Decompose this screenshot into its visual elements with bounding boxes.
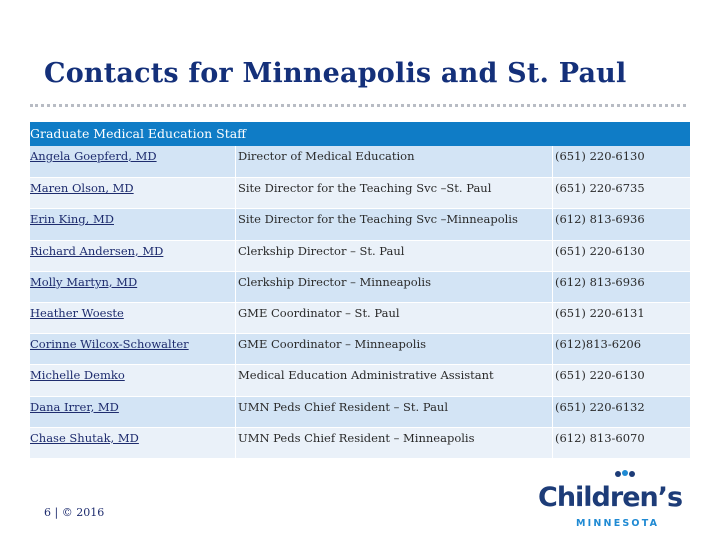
contact-phone: (651) 220-6130 — [552, 241, 690, 271]
table-row — [30, 208, 690, 239]
table-row — [30, 333, 690, 364]
contact-name[interactable]: Richard Andersen, MD — [30, 243, 164, 258]
childrens-minnesota-logo — [538, 482, 688, 532]
contact-phone: (612) 813-6936 — [552, 209, 690, 239]
contact-role: Director of Medical Education — [235, 146, 552, 177]
page-title: Contacts for Minneapolis and St. Paul — [44, 58, 627, 89]
contact-phone: (612) 813-6936 — [552, 272, 690, 302]
table-row — [30, 146, 690, 177]
contact-name[interactable]: Corinne Wilcox-Schowalter — [30, 337, 189, 352]
contact-role: UMN Peds Chief Resident – Minneapolis — [235, 428, 552, 458]
contact-name[interactable]: Angela Goepferd, MD — [30, 149, 157, 163]
contact-phone: (651) 220-6130 — [552, 365, 690, 395]
contact-role: Clerkship Director – St. Paul — [235, 241, 552, 271]
contact-name[interactable]: Erin King, MD — [30, 212, 114, 227]
table-row — [30, 427, 690, 458]
slide-footer: 6 | © 2016 — [44, 506, 105, 519]
contact-phone: (612) 813-6070 — [552, 428, 690, 458]
table-row — [30, 302, 690, 333]
contact-name[interactable]: Molly Martyn, MD — [30, 274, 138, 289]
contact-name[interactable]: Michelle Demko — [30, 368, 125, 383]
contact-role: GME Coordinator – St. Paul — [235, 303, 552, 333]
contact-name[interactable]: Maren Olson, MD — [30, 181, 134, 196]
contact-role: Medical Education Administrative Assistant — [235, 365, 552, 395]
table-row — [30, 240, 690, 271]
contact-phone: (651) 220-6131 — [552, 303, 690, 333]
contact-role: Clerkship Director – Minneapolis — [235, 272, 552, 302]
contact-name[interactable]: Dana Irrer, MD — [30, 399, 119, 414]
contact-role: UMN Peds Chief Resident – St. Paul — [235, 397, 552, 427]
contact-phone: (651) 220-6132 — [552, 397, 690, 427]
contact-name[interactable]: Chase Shutak, MD — [30, 430, 139, 445]
table-row — [30, 364, 690, 395]
contact-role: GME Coordinator – Minneapolis — [235, 334, 552, 364]
contact-phone: (651) 220-6735 — [552, 178, 690, 208]
logo-subtitle: MINNESOTA — [576, 518, 660, 529]
contact-phone: (651) 220-6130 — [552, 146, 690, 177]
title-divider — [30, 104, 686, 107]
contact-phone: (612)813-6206 — [552, 334, 690, 364]
table-body — [30, 146, 690, 458]
logo-wordmark: Children’s — [538, 482, 683, 513]
table-header: Graduate Medical Education Staff — [30, 122, 690, 146]
contact-name[interactable]: Heather Woeste — [30, 305, 124, 320]
table-row — [30, 271, 690, 302]
contact-role: Site Director for the Teaching Svc –St. Paul — [235, 178, 552, 208]
contact-role: Site Director for the Teaching Svc –Minneapolis — [235, 209, 552, 239]
table-row — [30, 396, 690, 427]
table-row — [30, 177, 690, 208]
contacts-table — [30, 122, 690, 458]
